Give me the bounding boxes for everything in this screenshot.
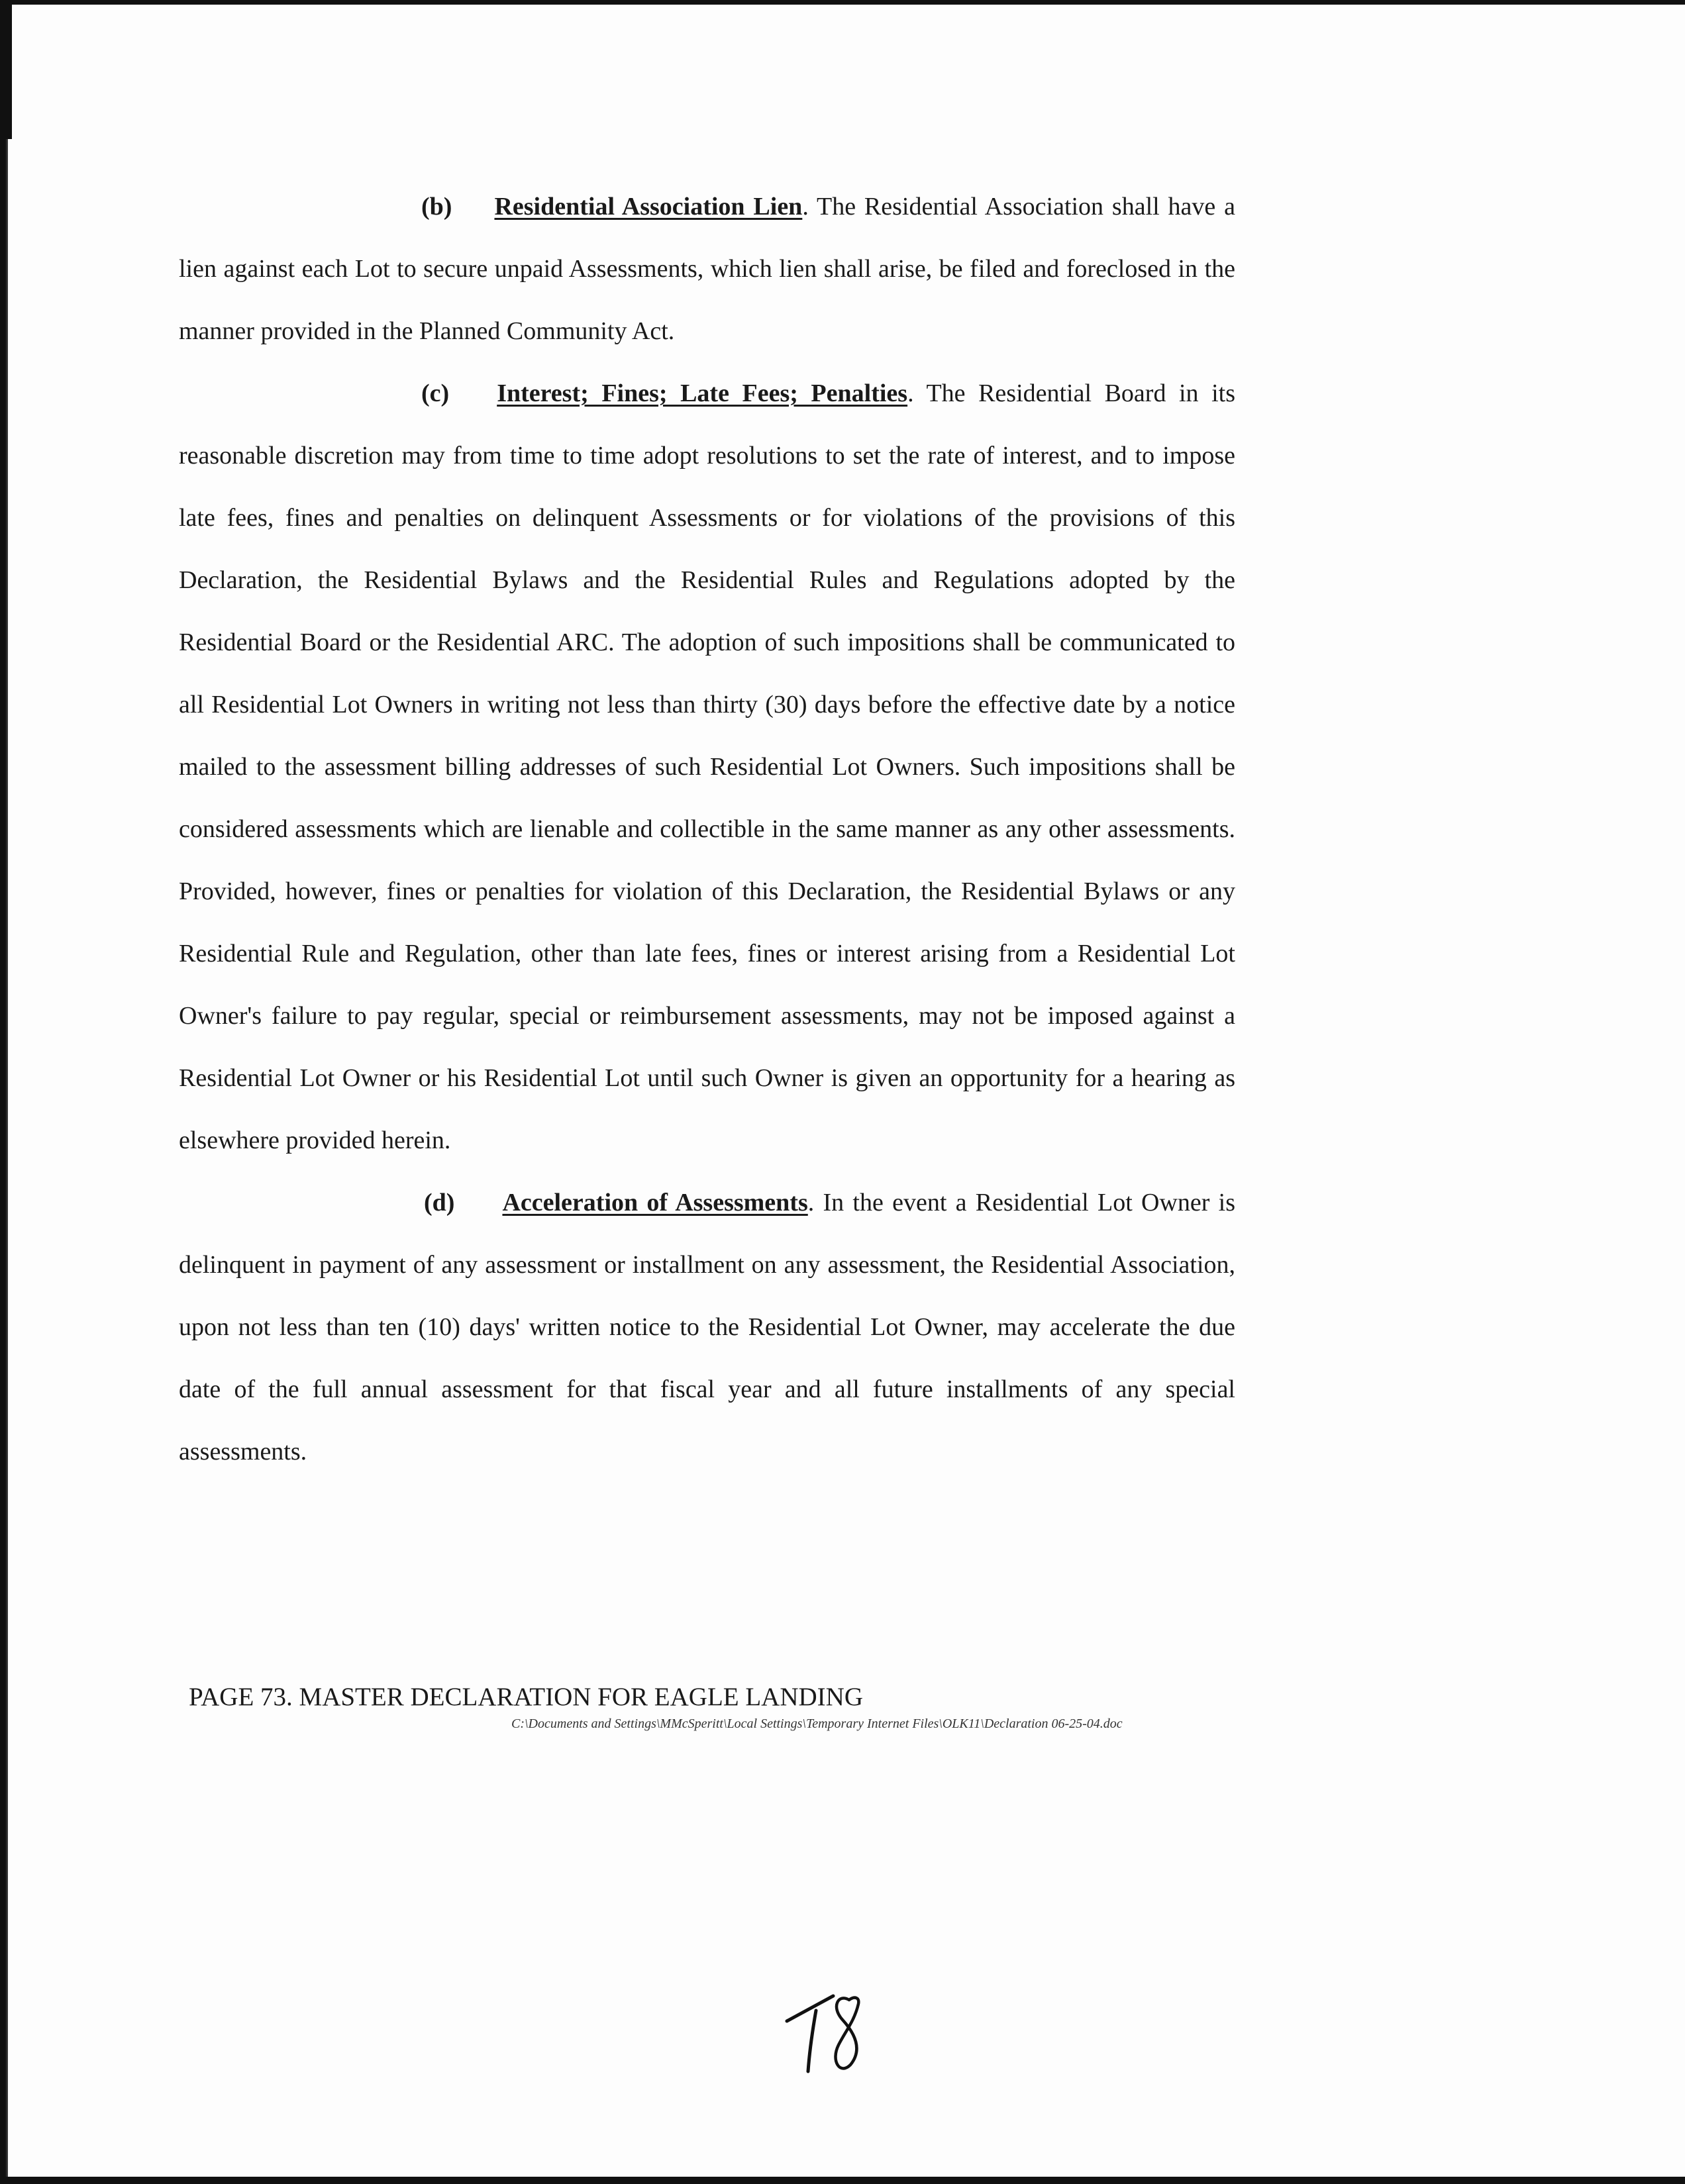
paragraph-label: (c) (421, 379, 450, 407)
scan-edge-bottom (0, 2177, 1685, 2184)
scan-edge-left-notch (0, 0, 12, 139)
paragraph-d (179, 1171, 1235, 1483)
paragraph-b (179, 175, 1235, 362)
footer-title: PAGE 73. MASTER DECLARATION FOR EAGLE LANDING (189, 1683, 863, 1711)
paragraph-label: (b) (421, 193, 452, 221)
paragraph-text: . The Residential Association shall have a lien against each Lot to secure unpaid Assessments, which lien shall arise, be filed and foreclosed in the manner provided in the Planned Community Act. (179, 193, 1235, 345)
paragraph-heading: Interest; Fines; Late Fees; Penalties (497, 379, 908, 407)
paragraph-heading: Acceleration of Assessments (502, 1189, 808, 1216)
paragraph-label: (d) (424, 1189, 455, 1216)
paragraph-heading: Residential Association Lien (494, 193, 803, 221)
scan-edge-left (0, 0, 8, 2184)
footer-file-path: C:\Documents and Settings\MMcSperitt\Local Settings\Temporary Internet Files\OLK11\Declaration 06-25-04.doc (511, 1716, 1123, 1731)
paragraph-text: . In the event a Residential Lot Owner is delinquent in payment of any assessment or installment on any assessment, the Residential Association, upon not less than ten (10) days' written notice to the Residential Lot Owner, may accelerate the due date of the full annual assessment for that fiscal year and all future installments of any special assessments. (179, 1189, 1236, 1465)
paragraph-c (179, 362, 1235, 1171)
paragraph-text: . The Residential Board in its reasonable discretion may from time to time adopt resolutions to set the rate of interest, and to impose late fees, fines and penalties on delinquent Assessments or for violations of the provisions of this Declaration, the Residential Bylaws and the Residential Rules and Regulations adopted by the Residential Board or the Residential ARC. The adoption of such impositions shall be communicated to all Residential Lot Owners in writing not less than thirty (30) days before the effective date by a notice mailed to the assessment billing addresses of such Residential Lot Owners. Such impositions shall be considered assessments which are lienable and collectible in the same manner as any other assessments. Provided, however, fines or penalties for violation of this Declaration, the Residential Bylaws or any Residential Rule and Regulation, other than late fees, fines or interest arising from a Residential Lot Owner's failure to pay regular, special or reimbursement assessments, may not be imposed against a Residential Lot Owner or his Residential Lot until such Owner is given an opportunity for a hearing as elsewhere provided herein. (179, 379, 1236, 1154)
handwritten-page-number (775, 1987, 881, 2079)
scan-edge-top (0, 0, 1685, 5)
body-text (179, 175, 1235, 1483)
